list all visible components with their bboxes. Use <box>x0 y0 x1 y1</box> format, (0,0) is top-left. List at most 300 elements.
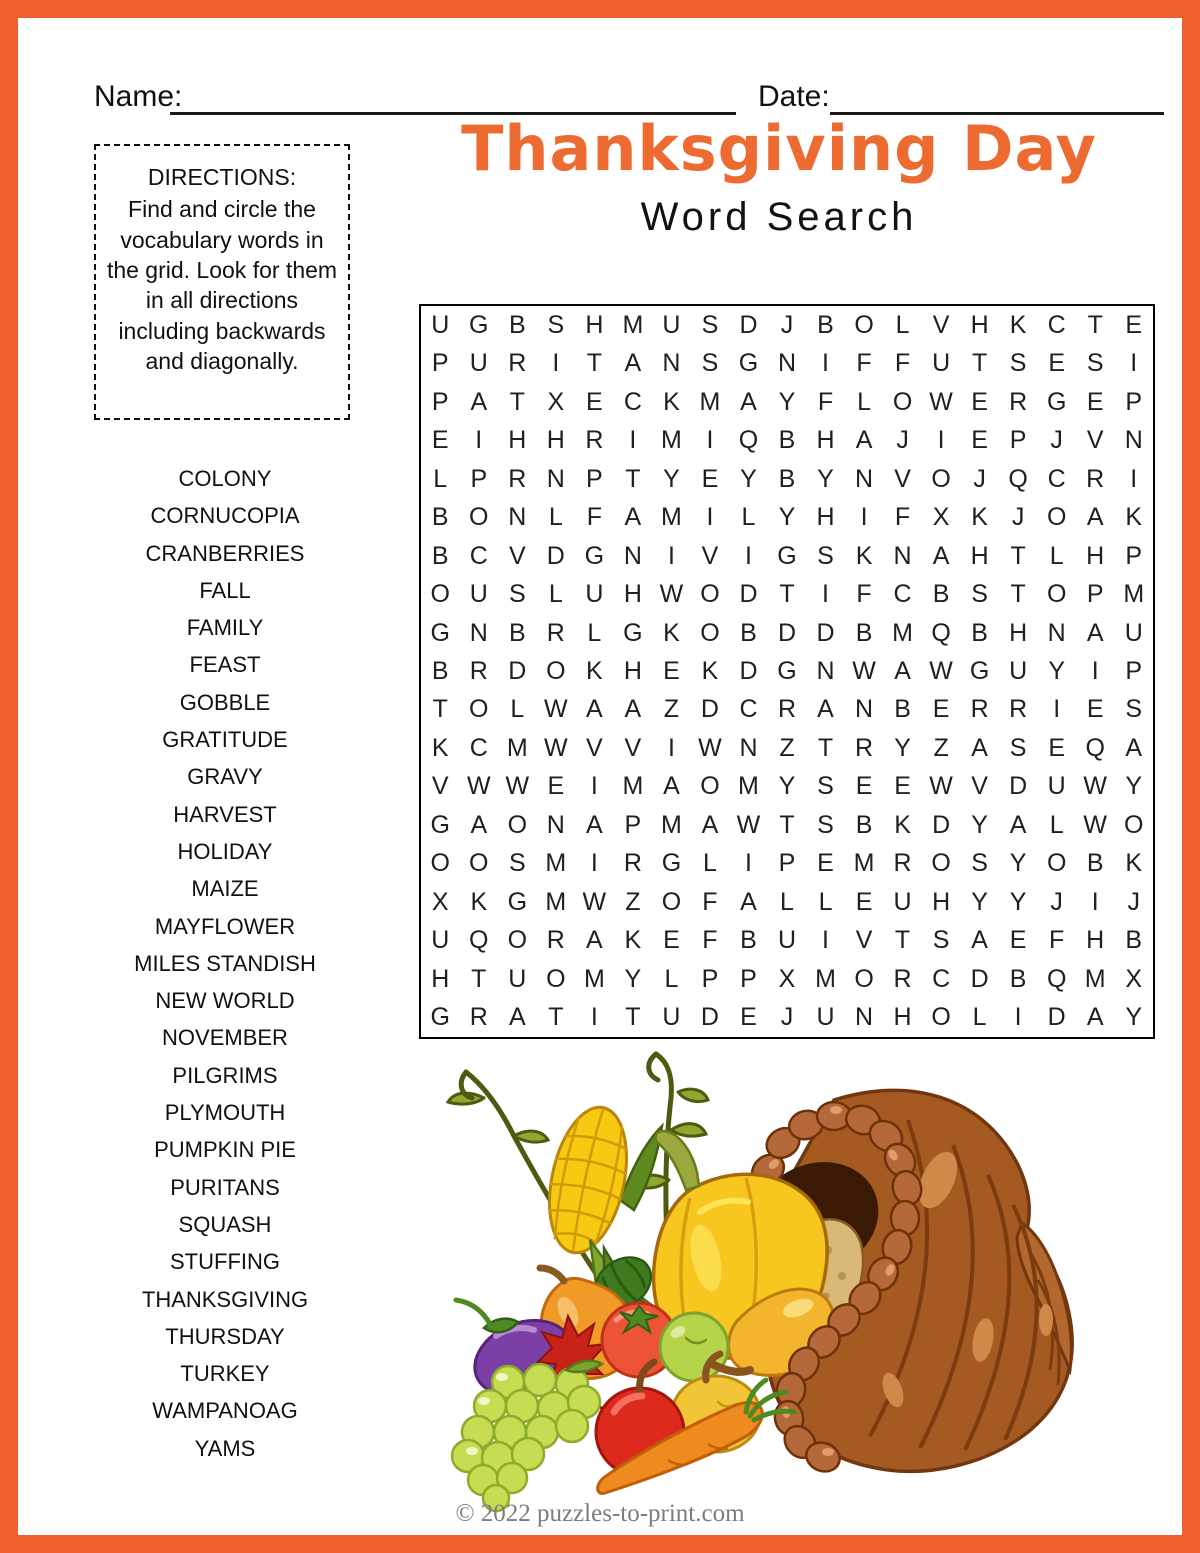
grid-cell: H <box>970 541 989 570</box>
grid-cell: T <box>1087 310 1103 339</box>
grid-cell: M <box>738 772 759 801</box>
grid-cell: V <box>971 772 988 801</box>
grid-cell: U <box>431 310 450 339</box>
word-item: STUFFING <box>170 1249 280 1275</box>
grid-cell: B <box>740 618 757 647</box>
grid-cell: D <box>739 580 758 609</box>
page-subtitle: Word Search <box>640 195 918 240</box>
grid-cell: M <box>815 964 836 993</box>
grid-cell: P <box>1125 541 1143 570</box>
copyright-text: © 2022 puzzles-to-print.com <box>455 1500 745 1527</box>
grid-cell: H <box>1009 618 1028 647</box>
grid-cell: D <box>816 618 835 647</box>
grid-cell: R <box>777 695 797 724</box>
grid-cell: D <box>546 541 565 570</box>
grid-cell: Q <box>469 926 489 955</box>
grid-cell: Y <box>663 464 680 493</box>
word-item: TURKEY <box>180 1361 270 1387</box>
grid-cell: J <box>1127 887 1140 916</box>
grid-cell: U <box>816 1003 835 1032</box>
grid-cell: B <box>894 695 911 724</box>
grid-cell: I <box>706 426 714 455</box>
grid-cell: N <box>508 503 527 532</box>
grid-cell: K <box>1125 503 1143 532</box>
grid-cell: N <box>855 464 874 493</box>
grid-cell: C <box>469 541 488 570</box>
grid-cell: N <box>546 464 565 493</box>
grid-cell: C <box>932 964 951 993</box>
grid-cell: G <box>469 310 489 339</box>
grid-cell: M <box>545 849 567 878</box>
grid-cell: I <box>667 541 675 570</box>
grid-cell: D <box>777 618 797 647</box>
grid-cell: Y <box>778 772 796 801</box>
grid-cell: W <box>544 695 568 724</box>
grid-cell: T <box>1010 541 1026 570</box>
grid-cell: R <box>469 1003 488 1032</box>
word-item: PURITANS <box>170 1174 280 1200</box>
grid-cell: S <box>932 926 950 955</box>
grid-cell: I <box>590 772 598 801</box>
directions-heading: DIRECTIONS: <box>147 164 297 190</box>
grid-cell: I <box>822 349 829 378</box>
grid-cell: I <box>1014 1003 1022 1032</box>
grid-cell: Q <box>931 618 951 647</box>
grid-cell: C <box>623 387 642 416</box>
grid-cell: B <box>778 464 796 493</box>
grid-cell: X <box>1125 964 1143 993</box>
grid-cell: R <box>1009 695 1028 724</box>
grid-cell: V <box>894 464 911 493</box>
grid-cell: E <box>971 426 988 455</box>
grid-cell: E <box>817 849 834 878</box>
grid-cell: W <box>698 733 722 762</box>
grid-cell: W <box>852 656 876 685</box>
grid-cell: M <box>661 426 682 455</box>
grid-cell: L <box>548 580 563 609</box>
grid-cell: Q <box>1085 733 1105 762</box>
grid-cell: V <box>1086 426 1104 455</box>
grid-cell: M <box>1084 964 1106 993</box>
grid-cell: G <box>623 618 643 647</box>
word-item: PUMPKIN PIE <box>154 1137 296 1163</box>
word-item: THANKSGIVING <box>141 1286 309 1312</box>
grid-cell: U <box>431 926 450 955</box>
grid-cell: D <box>1047 1003 1066 1032</box>
grid-cell: T <box>894 926 911 955</box>
grid-cell: P <box>1125 387 1143 416</box>
grid-cell: P <box>470 464 488 493</box>
grid-cell: A <box>624 503 642 532</box>
grid-cell: O <box>546 656 566 685</box>
grid-cell: Z <box>933 733 949 762</box>
grid-cell: I <box>1053 695 1061 724</box>
word-item: GRAVY <box>187 764 263 790</box>
grid-cell: R <box>893 849 912 878</box>
grid-cell: R <box>508 349 527 378</box>
grid-cell: X <box>778 964 796 993</box>
grid-cell: A <box>1086 618 1104 647</box>
grid-cell: E <box>855 772 873 801</box>
grid-cell: B <box>971 618 988 647</box>
grid-cell: G <box>1046 387 1067 416</box>
grid-cell: E <box>1125 310 1143 339</box>
grid-cell: Y <box>1009 887 1027 916</box>
grid-cell: Y <box>740 464 757 493</box>
grid-cell: E <box>1086 387 1104 416</box>
grid-cell: G <box>777 541 797 570</box>
grid-cell: N <box>469 618 488 647</box>
grid-cell: A <box>470 810 488 839</box>
grid-cell: S <box>547 310 565 339</box>
grid-cell: X <box>932 503 950 532</box>
grid-cell: O <box>700 772 720 801</box>
grid-cell: L <box>818 887 833 916</box>
grid-cell: C <box>893 580 912 609</box>
grid-cell: A <box>586 926 603 955</box>
grid-cell: P <box>1125 656 1143 685</box>
grid-cell: W <box>1083 772 1107 801</box>
grid-cell: G <box>430 618 450 647</box>
grid-cell: P <box>740 964 757 993</box>
grid-cell: B <box>778 426 796 455</box>
grid-cell: S <box>701 310 719 339</box>
grid-cell: G <box>738 349 759 378</box>
grid-cell: Q <box>738 426 759 455</box>
grid-cell: D <box>700 695 719 724</box>
grid-cell: M <box>583 964 605 993</box>
grid-cell: F <box>702 926 718 955</box>
grid-cell: K <box>624 926 642 955</box>
grid-cell: G <box>507 887 528 916</box>
grid-cell: I <box>822 926 829 955</box>
grid-cell: Y <box>1009 849 1027 878</box>
grid-cell: P <box>431 349 449 378</box>
grid-cell: B <box>431 503 449 532</box>
grid-cell: C <box>1047 464 1066 493</box>
word-item: COLONY <box>178 466 272 491</box>
grid-cell: X <box>431 887 449 916</box>
grid-cell: O <box>854 310 874 339</box>
grid-cell: O <box>854 964 874 993</box>
grid-cell: O <box>430 580 450 609</box>
grid-cell: H <box>431 964 450 993</box>
grid-cell: T <box>779 810 795 839</box>
grid-cell: S <box>508 580 526 609</box>
grid-cell: A <box>1125 733 1143 762</box>
grid-cell: F <box>856 580 872 609</box>
grid-cell: O <box>546 964 566 993</box>
grid-cell: H <box>508 426 527 455</box>
grid-cell: S <box>1009 733 1027 762</box>
grid-cell: G <box>661 849 682 878</box>
grid-cell: O <box>700 618 720 647</box>
grid-cell: R <box>970 695 989 724</box>
grid-cell: I <box>1091 656 1099 685</box>
grid-cell: F <box>894 503 911 532</box>
grid-cell: K <box>855 541 873 570</box>
grid-cell: K <box>663 618 680 647</box>
grid-cell: N <box>777 349 797 378</box>
grid-cell: T <box>586 349 602 378</box>
grid-cell: Z <box>625 887 641 916</box>
grid-cell: Y <box>1125 772 1143 801</box>
grid-cell: Y <box>1125 1003 1143 1032</box>
word-item: FALL <box>199 577 251 603</box>
grid-cell: O <box>1046 849 1067 878</box>
grid-cell: L <box>1049 541 1064 570</box>
grid-cell: I <box>475 426 483 455</box>
grid-cell: O <box>661 887 682 916</box>
grid-cell: V <box>431 772 449 801</box>
grid-cell: A <box>508 1003 526 1032</box>
grid-cell: S <box>1009 349 1027 378</box>
grid-cell: D <box>739 656 758 685</box>
grid-cell: K <box>431 733 449 762</box>
grid-cell: D <box>508 656 527 685</box>
grid-cell: V <box>586 733 603 762</box>
grid-cell: Q <box>1046 964 1067 993</box>
grid-cell: K <box>971 503 988 532</box>
grid-cell: W <box>929 387 953 416</box>
grid-cell: I <box>1130 464 1138 493</box>
grid-cell: I <box>590 1003 598 1032</box>
grid-cell: A <box>470 387 488 416</box>
grid-cell: R <box>623 849 642 878</box>
grid-cell: O <box>700 580 720 609</box>
grid-cell: M <box>622 772 644 801</box>
grid-cell: L <box>664 964 679 993</box>
grid-cell: I <box>744 849 752 878</box>
grid-cell: B <box>740 926 757 955</box>
grid-cell: P <box>431 387 449 416</box>
grid-cell: O <box>469 849 489 878</box>
grid-cell: S <box>971 849 988 878</box>
grid-cell: O <box>507 926 528 955</box>
grid-cell: S <box>817 541 834 570</box>
grid-cell: R <box>546 926 565 955</box>
word-item: GRATITUDE <box>162 727 288 753</box>
grid-cell: N <box>662 349 681 378</box>
word-item: FAMILY <box>186 615 264 641</box>
grid-cell: L <box>433 464 448 493</box>
grid-cell: T <box>817 733 834 762</box>
grid-cell: Y <box>624 964 642 993</box>
grid-cell: R <box>469 656 488 685</box>
grid-cell: O <box>931 849 951 878</box>
grid-cell: L <box>857 387 871 416</box>
grid-cell: A <box>624 349 642 378</box>
grid-cell: G <box>584 541 605 570</box>
grid-cell: S <box>817 810 834 839</box>
grid-cell: P <box>1086 580 1104 609</box>
grid-cell: J <box>1050 426 1063 455</box>
grid-cell: U <box>469 580 488 609</box>
word-item: MILES STANDISH <box>134 950 316 976</box>
grid-cell: R <box>508 464 527 493</box>
grid-cell: E <box>894 772 911 801</box>
grid-cell: E <box>586 387 603 416</box>
grid-cell: V <box>508 541 526 570</box>
grid-cell: A <box>624 695 642 724</box>
grid-cell: S <box>971 580 988 609</box>
grid-cell: E <box>547 772 565 801</box>
grid-cell: A <box>894 656 911 685</box>
grid-cell: U <box>777 926 797 955</box>
grid-cell: K <box>894 810 911 839</box>
grid-cell: I <box>744 541 752 570</box>
grid-cell: L <box>548 503 563 532</box>
title-block <box>358 112 1200 240</box>
grid-cell: J <box>1011 503 1025 532</box>
grid-cell: N <box>623 541 642 570</box>
grid-cell: R <box>893 964 912 993</box>
corn-icon <box>537 1100 638 1260</box>
grid-cell: B <box>855 618 873 647</box>
grid-cell: J <box>780 1003 794 1032</box>
grid-cell: T <box>548 1003 564 1032</box>
grid-cell: B <box>431 541 449 570</box>
grid-cell: W <box>929 656 953 685</box>
grid-cell: M <box>661 810 682 839</box>
grid-cell: M <box>853 849 875 878</box>
grid-cell: T <box>779 580 795 609</box>
grid-cell: E <box>431 426 449 455</box>
grid-cell: O <box>469 503 489 532</box>
grid-cell: Y <box>971 810 988 839</box>
grid-cell: U <box>662 1003 681 1032</box>
grid-cell: A <box>817 695 834 724</box>
grid-cell: X <box>547 387 565 416</box>
grid-cell: D <box>970 964 989 993</box>
grid-cell: N <box>855 1003 874 1032</box>
grid-cell: W <box>505 772 530 801</box>
grid-cell: R <box>546 618 565 647</box>
grid-cell: E <box>1086 695 1104 724</box>
grid-cell: P <box>778 849 796 878</box>
grid-cell: M <box>699 387 721 416</box>
grid-cell: V <box>624 733 642 762</box>
grid-cell: D <box>1009 772 1028 801</box>
grid-cell: A <box>663 772 680 801</box>
word-item: CORNUCOPIA <box>150 503 300 529</box>
grid-cell: B <box>855 810 873 839</box>
grid-cell: B <box>1086 849 1104 878</box>
grid-cell: L <box>741 503 756 532</box>
grid-cell: I <box>552 349 560 378</box>
grid-cell: P <box>1009 426 1027 455</box>
grid-cell: S <box>1125 695 1143 724</box>
grid-cell: L <box>1049 810 1064 839</box>
word-item: YAMS <box>194 1435 256 1461</box>
word-item: GOBBLE <box>179 689 271 715</box>
word-item: FEAST <box>189 652 261 678</box>
grid-cell: I <box>629 426 637 455</box>
grid-cell: W <box>659 580 684 609</box>
grid-cell: O <box>430 849 450 878</box>
grid-cell: M <box>545 887 567 916</box>
word-item: THURSDAY <box>165 1323 285 1349</box>
grid-cell: H <box>623 656 642 685</box>
grid-cell: W <box>466 772 491 801</box>
grid-cell: M <box>892 618 913 647</box>
grid-cell: U <box>469 349 488 378</box>
grid-cell: N <box>855 695 874 724</box>
grid-cell: I <box>1091 887 1099 916</box>
grid-cell: M <box>506 733 528 762</box>
grid-cell: E <box>740 1003 757 1032</box>
grid-cell: G <box>430 1003 450 1032</box>
grid-cell: I <box>706 503 714 532</box>
grid-cell: Y <box>778 503 796 532</box>
grid-cell: L <box>587 618 602 647</box>
grid-cell: C <box>469 733 488 762</box>
grid-cell: D <box>739 310 758 339</box>
word-list <box>78 460 372 1467</box>
grid-cell: R <box>1009 387 1028 416</box>
grid-cell: P <box>701 964 719 993</box>
grid-cell: V <box>855 926 873 955</box>
grid-cell: A <box>740 887 757 916</box>
grid-cell: R <box>585 426 604 455</box>
grid-cell: K <box>1125 849 1143 878</box>
grid-cell: J <box>780 310 794 339</box>
grid-cell: A <box>971 733 988 762</box>
grid-cell: H <box>623 580 642 609</box>
word-item: NEW WORLD <box>155 988 295 1014</box>
grid-cell: I <box>590 849 598 878</box>
grid-cell: J <box>896 426 909 455</box>
grid-cell: H <box>893 1003 912 1032</box>
grid-cell: W <box>582 887 607 916</box>
grid-cell: T <box>625 1003 641 1032</box>
grid-cell: H <box>970 310 989 339</box>
word-item: SQUASH <box>178 1211 272 1237</box>
grid-cell: O <box>1046 503 1067 532</box>
grid-cell: K <box>1009 310 1027 339</box>
grid-cell: F <box>856 349 872 378</box>
grid-cell: E <box>663 926 680 955</box>
grid-cell: A <box>1009 810 1027 839</box>
grid-cell: O <box>892 387 913 416</box>
grid-cell: A <box>586 810 603 839</box>
grid-cell: Y <box>894 733 911 762</box>
grid-cell: O <box>507 810 528 839</box>
grid-cell: B <box>508 618 526 647</box>
grid-cell: I <box>1130 349 1138 378</box>
grid-cell: S <box>701 349 719 378</box>
word-item: CRANBERRIES <box>145 540 305 566</box>
grid-cell: N <box>1124 426 1143 455</box>
grid-cell: U <box>1047 772 1066 801</box>
grid-cell: P <box>586 464 603 493</box>
grid-cell: A <box>586 695 603 724</box>
grid-cell: V <box>932 310 950 339</box>
grid-cell: G <box>430 810 450 839</box>
grid-cell: L <box>972 1003 987 1032</box>
grid-cell: T <box>971 349 988 378</box>
grid-cell: Y <box>817 464 834 493</box>
grid-cell: S <box>508 849 526 878</box>
grid-cell: M <box>622 310 644 339</box>
grid-cell: U <box>1124 618 1143 647</box>
grid-cell: H <box>816 426 835 455</box>
grid-cell: O <box>1124 810 1144 839</box>
grid-cell: S <box>1086 349 1104 378</box>
grid-cell: A <box>1086 1003 1104 1032</box>
name-label: Name: <box>94 80 183 113</box>
grid-cell: T <box>1010 580 1026 609</box>
